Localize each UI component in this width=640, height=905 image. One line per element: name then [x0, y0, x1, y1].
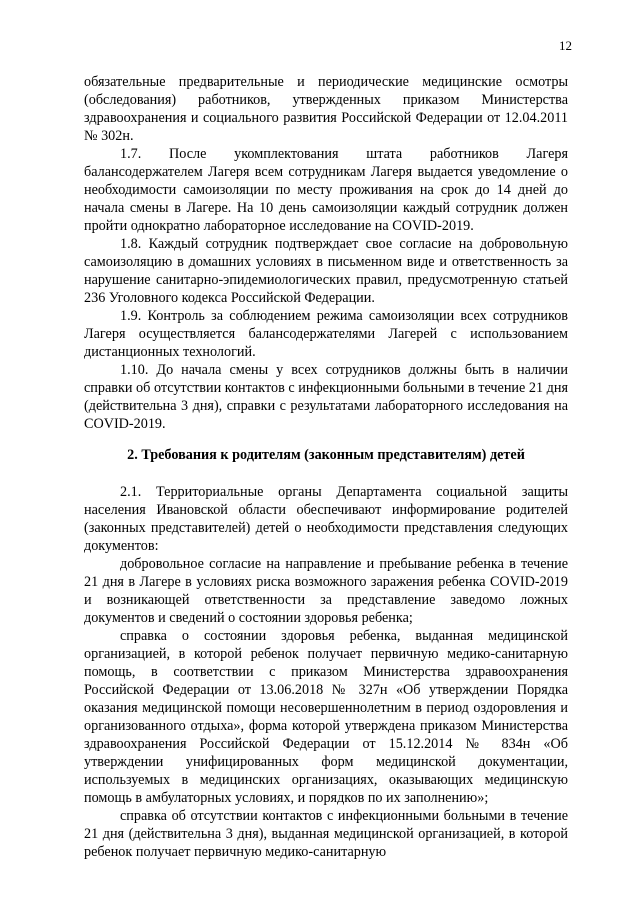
paragraph-1-7: 1.7. После укомплектования штата работников Лагеря балансодержателем Лагеря всем сотрудникам Лагеря выдается уведомление о необходимости самоизоляции по месту проживания на срок до 14 дней до начала смены в Лагере. На 10 день самоизоляции каждый сотрудник должен пройти однократно лабораторное исследование на COVID-2019. [84, 146, 568, 234]
paragraph-continuation: обязательные предварительные и периодические медицинские осмотры (обследования) работников, утвержденных приказом Министерства здравоохранения и социального развития Российской Федерации от 12.04.2011 № 302н. [84, 74, 568, 144]
paragraph-1-8: 1.8. Каждый сотрудник подтверждает свое согласие на добровольную самоизоляцию в домашних условиях в письменном виде и ответственность за нарушение санитарно-эпидемиологических правил, предусмотренную статьей 236 Уголовного кодекса Российской Федерации. [84, 236, 568, 306]
paragraph-1-10: 1.10. До начала смены у всех сотрудников должны быть в наличии справки об отсутствии контактов с инфекционными больными в течение 21 дня (действительна 3 дня), справки с результатами лабораторного исследования на COVID-2019. [84, 362, 568, 432]
page-number: 12 [559, 38, 572, 53]
list-item-consent: добровольное согласие на направление и пребывание ребенка в течение 21 дня в Лагере в условиях риска возможного заражения ребенка COVID-2019 и возникающей ответственности за представление заведомо ложных документов и сведений о состоянии здоровья ребенка; [84, 556, 568, 626]
list-item-health-certificate: справка о состоянии здоровья ребенка, выданная медицинской организацией, в которой ребенок получает первичную медико-санитарную помощь, в соответствии с приказом Министерства здравоохранения Российской Федерации от 13.06.2018 № 327н «Об утверждении Порядка оказания медицинской помощи несовершеннолетним в период оздоровления и организованного отдыха», форма которой утверждена приказом Министерства здравоохранения Российской Федерации от 15.12.2014 № 834н «Об утверждении унифицированных форм медицинской документации, используемых в медицинских организациях, оказывающих медицинскую помощь в амбулаторных условиях, и порядков по их заполнению»; [84, 628, 568, 806]
paragraph-1-9: 1.9. Контроль за соблюдением режима самоизоляции всех сотрудников Лагеря осуществляется балансодержателями Лагерей с использованием дистанционных технологий. [84, 308, 568, 360]
paragraph-2-1: 2.1. Территориальные органы Департамента социальной защиты населения Ивановской области обеспечивают информирование родителей (законных представителей) детей о необходимости представления следующих документов: [84, 484, 568, 554]
section-1-body [84, 73, 568, 433]
section-2-body [84, 483, 568, 861]
section-2-heading: 2. Требования к родителям (законным представителям) детей [127, 447, 525, 463]
list-item-contact-certificate: справка об отсутствии контактов с инфекционными больными в течение 21 дня (действительна 3 дня), выданная медицинской организацией, в которой ребенок получает первичную медико-санитарную [84, 808, 568, 860]
